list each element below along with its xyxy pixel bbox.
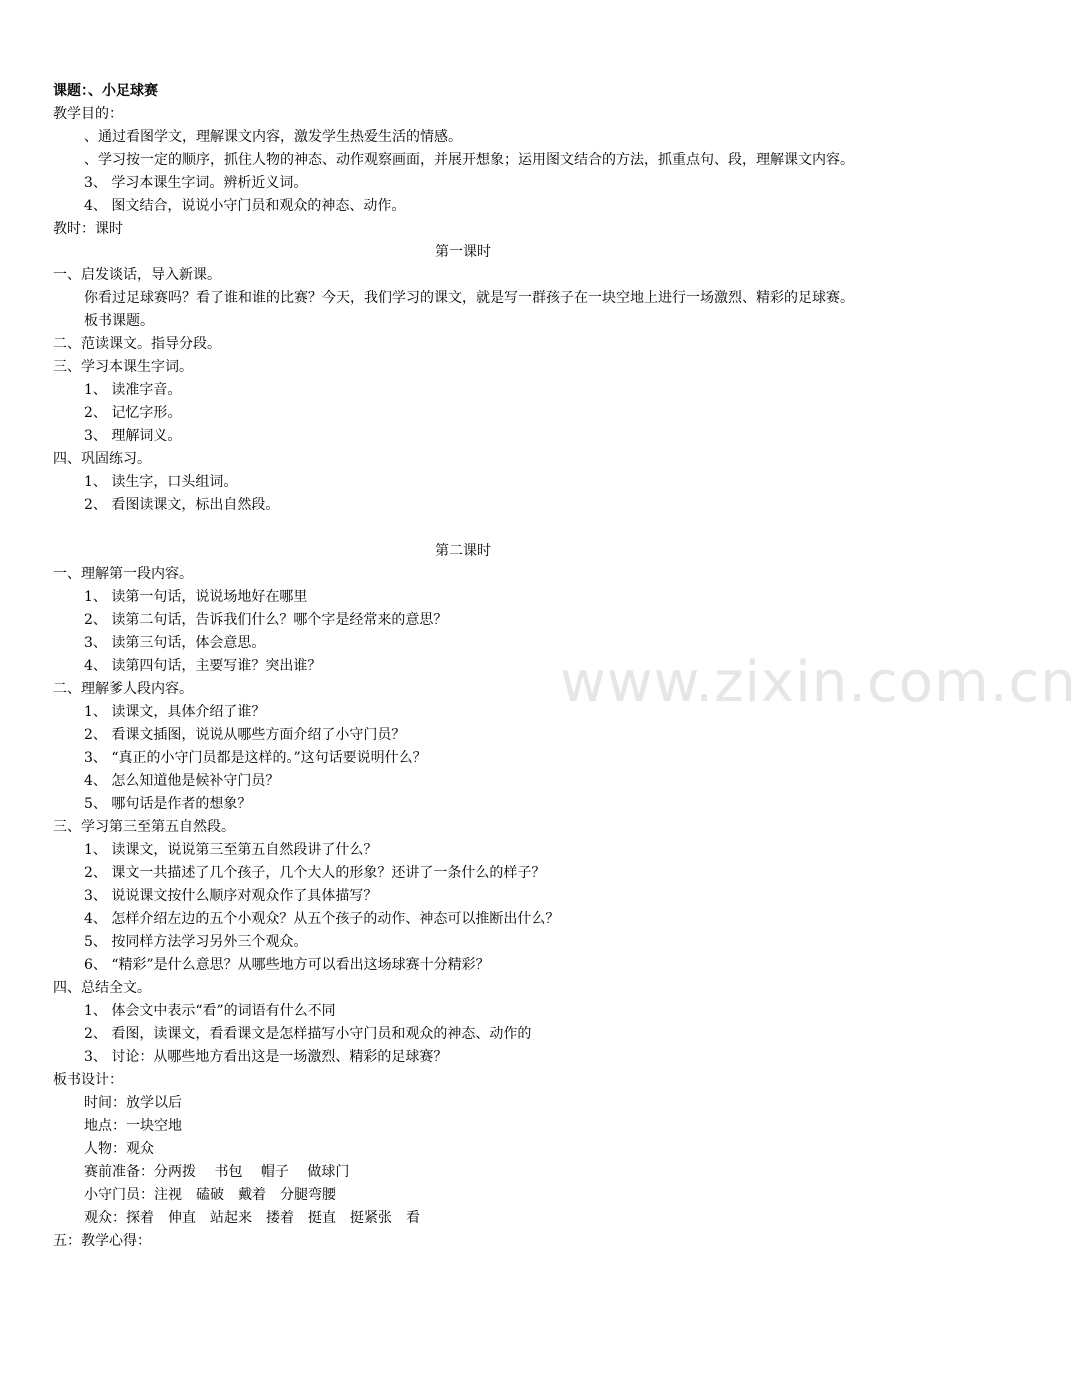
list-item: 3、 说说课文按什么顺序对观众作了具体描写？ — [84, 888, 378, 904]
list-item: 2、 看课文插图，说说从哪些方面介绍了小守门员？ — [84, 727, 406, 743]
board-item: 时间：放学以后 — [84, 1095, 182, 1111]
goal-item: 、通过看图学文，理解课文内容，激发学生热爱生活的情感。 — [84, 129, 462, 145]
period-line: 教时：课时 — [53, 221, 123, 237]
document-body — [53, 80, 873, 1253]
list-item: 2、 看图，读课文，看看课文是怎样描写小守门员和观众的神态、动作的 — [84, 1026, 532, 1042]
lesson2-section: 一、理解第一段内容。 — [53, 566, 193, 582]
board-label: 板书设计： — [53, 1072, 123, 1088]
list-item: 3、 讨论：从哪些地方看出这是一场激烈、精彩的足球赛？ — [84, 1049, 448, 1065]
spacer — [53, 517, 873, 540]
list-item: 1、 读课文，具体介绍了谁？ — [84, 704, 266, 720]
list-item: 2、 读第二句话，告诉我们什么？哪个字是经常来的意思？ — [84, 612, 448, 628]
list-item: 3、 读第三句话，体会意思。 — [84, 635, 266, 651]
board-item: 人物：观众 — [84, 1141, 154, 1157]
list-item: 1、 体会文中表示“看”的词语有什么不同 — [84, 1003, 336, 1019]
lesson1-paragraph: 板书课题。 — [84, 313, 154, 329]
list-item: 1、 读第一句话，说说场地好在哪里 — [84, 589, 308, 605]
lesson2-section: 四、总结全文。 — [53, 980, 151, 996]
list-item: 3、 “真正的小守门员都是这样的。”这句话要说明什么？ — [84, 750, 427, 766]
lesson1-heading: 第一课时 — [435, 244, 491, 260]
list-item: 5、 哪句话是作者的想象？ — [84, 796, 252, 812]
list-item: 1、 读准字音。 — [84, 382, 182, 398]
lesson1-section: 一、启发谈话，导入新课。 — [53, 267, 221, 283]
lesson2-heading: 第二课时 — [435, 543, 491, 559]
goals-label: 教学目的： — [53, 106, 123, 122]
list-item: 6、 “精彩”是什么意思？从哪些地方可以看出这场球赛十分精彩？ — [84, 957, 490, 973]
board-item: 地点：一块空地 — [84, 1118, 182, 1134]
list-item: 2、 看图读课文，标出自然段。 — [84, 497, 280, 513]
list-item: 4、 怎么知道他是候补守门员？ — [84, 773, 280, 789]
goal-item: 、学习按一定的顺序，抓住人物的神态、动作观察画面，并展开想象；运用图文结合的方法，抓重点句、段，理解课文内容。 — [84, 152, 854, 168]
list-item: 3、 理解词义。 — [84, 428, 182, 444]
goal-item: 4、 图文结合，说说小守门员和观众的神态、动作。 — [84, 198, 406, 214]
list-item: 2、 课文一共描述了几个孩子，几个大人的形象？还讲了一条什么的样子？ — [84, 865, 546, 881]
board-item: 赛前准备：分两拨 书包 帽子 做球门 — [84, 1164, 350, 1180]
board-item: 小守门员：注视 磕破 戴着 分腿弯腰 — [84, 1187, 336, 1203]
list-item: 1、 读生字，口头组词。 — [84, 474, 238, 490]
lesson2-section: 三、学习第三至第五自然段。 — [53, 819, 235, 835]
goal-item: 3、 学习本课生字词。辨析近义词。 — [84, 175, 308, 191]
reflection-label: 五：教学心得： — [53, 1233, 151, 1249]
lesson1-section: 三、学习本课生字词。 — [53, 359, 193, 375]
lesson1-section: 四、巩固练习。 — [53, 451, 151, 467]
board-item: 观众：探着 伸直 站起来 搂着 挺直 挺紧张 看 — [84, 1210, 420, 1226]
lesson2-section: 二、理解爹人段内容。 — [53, 681, 193, 697]
list-item: 4、 怎样介绍左边的五个小观众？从五个孩子的动作、神态可以推断出什么？ — [84, 911, 560, 927]
doc-title: 课题：、小足球赛 — [53, 83, 158, 99]
list-item: 4、 读第四句话，主要写谁？突出谁？ — [84, 658, 322, 674]
lesson1-section: 二、范读课文。指导分段。 — [53, 336, 221, 352]
watermark: www.zixin.com.cn — [560, 650, 1077, 715]
list-item: 1、 读课文，说说第三至第五自然段讲了什么？ — [84, 842, 378, 858]
lesson1-paragraph: 你看过足球赛吗？看了谁和谁的比赛？今天，我们学习的课文，就是写一群孩子在一块空地上进行一场激烈、精彩的足球赛。 — [84, 290, 854, 306]
list-item: 5、 按同样方法学习另外三个观众。 — [84, 934, 308, 950]
list-item: 2、 记忆字形。 — [84, 405, 182, 421]
